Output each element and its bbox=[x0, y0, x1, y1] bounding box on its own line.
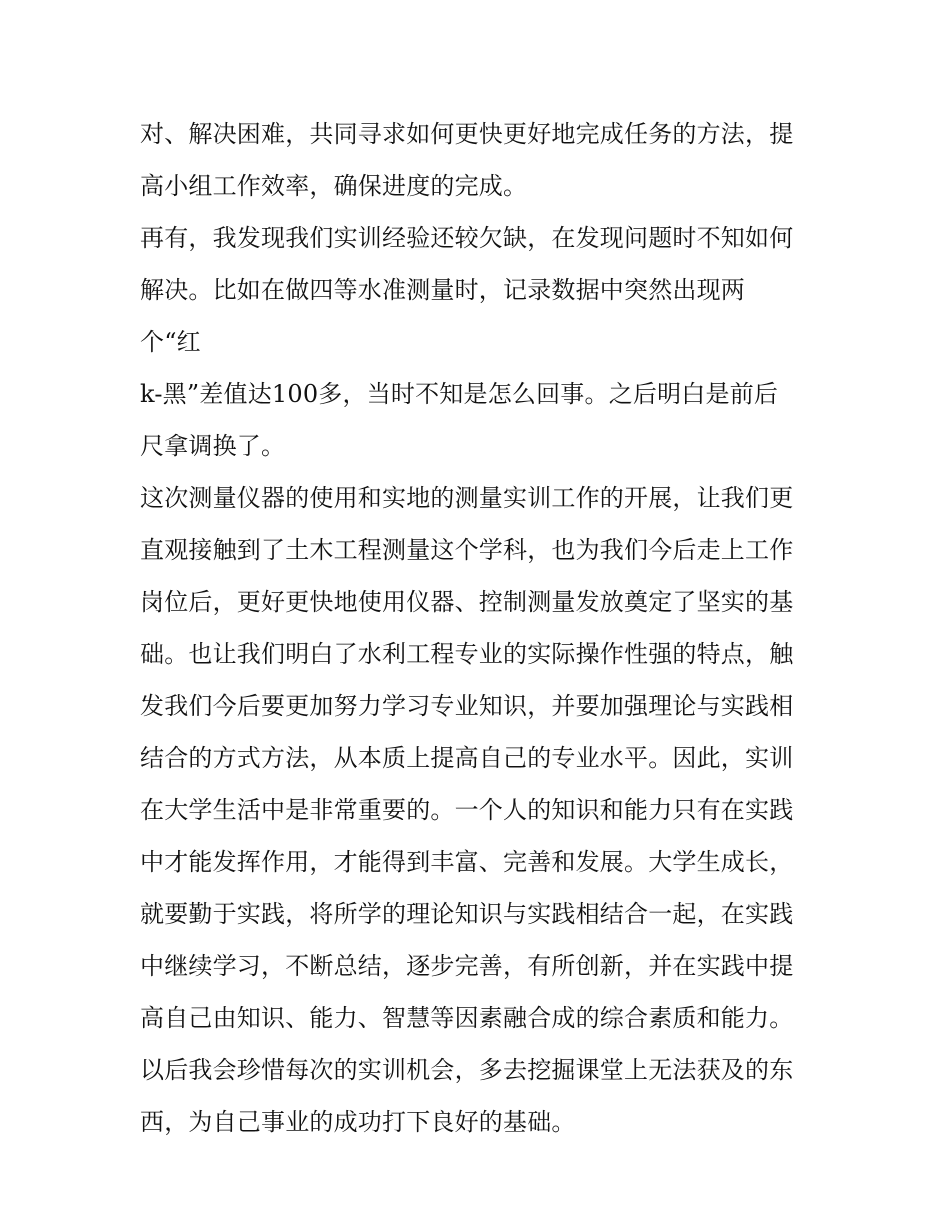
text-line: 结合的方式方法，从本质上提高自己的专业水平。因此，实训 bbox=[140, 744, 794, 772]
text-line: k-黑”差值达100多，当时不知是怎么回事。之后明白是前后 bbox=[140, 380, 779, 408]
text-line: 个“红 bbox=[140, 328, 201, 356]
text-line: 发我们今后要更加努力学习专业知识，并要加强理论与实践相 bbox=[140, 692, 794, 720]
text-line: 再有，我发现我们实训经验还较欠缺，在发现问题时不知如何 bbox=[140, 224, 794, 252]
text-line: 解决。比如在做四等水准测量时，记录数据中突然出现两 bbox=[140, 276, 745, 304]
text-line: 这次测量仪器的使用和实地的测量实训工作的开展，让我们更 bbox=[140, 484, 794, 512]
text-line: 础。也让我们明白了水利工程专业的实际操作性强的特点，触 bbox=[140, 640, 794, 668]
text-line: 尺拿调换了。 bbox=[140, 432, 286, 460]
text-line: 中继续学习，不断总结，逐步完善，有所创新，并在实践中提 bbox=[140, 952, 794, 980]
text-line: 在大学生活中是非常重要的。一个人的知识和能力只有在实践 bbox=[140, 796, 794, 824]
text-line: 高自己由知识、能力、智慧等因素融合成的综合素质和能力。 bbox=[140, 1004, 794, 1032]
text-line: 就要勤于实践，将所学的理论知识与实践相结合一起，在实践 bbox=[140, 900, 794, 928]
text-line: 以后我会珍惜每次的实训机会，多去挖掘课堂上无法获及的东 bbox=[140, 1056, 794, 1084]
body-text bbox=[140, 108, 820, 1148]
text-line: 高小组工作效率，确保进度的完成。 bbox=[140, 172, 528, 200]
text-line: 中才能发挥作用，才能得到丰富、完善和发展。大学生成长， bbox=[140, 848, 794, 876]
text-line: 直观接触到了土木工程测量这个学科，也为我们今后走上工作 bbox=[140, 536, 794, 564]
text-line: 西，为自己事业的成功打下良好的基础。 bbox=[140, 1108, 576, 1136]
text-line: 岗位后，更好更快地使用仪器、控制测量发放奠定了坚实的基 bbox=[140, 588, 794, 616]
text-line: 对、解决困难，共同寻求如何更快更好地完成任务的方法，提 bbox=[140, 120, 794, 148]
